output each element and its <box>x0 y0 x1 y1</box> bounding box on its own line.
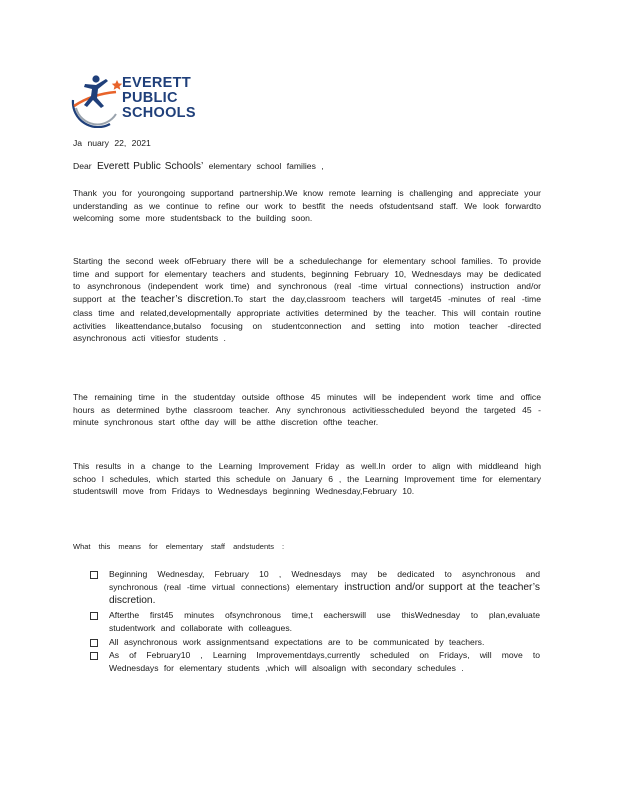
paragraph-2-part-c: To start the day,classroom teachers will target45 -minutes of real -time class time and related,developmentally appropriate activities determined by the teacher. This will contain routine activities likeattendance,butalso focusing on studentconnection and setting into motion teacher -directed asynchronous acti vitiesfor students . <box>73 294 541 344</box>
paragraph-2-text <box>73 255 541 345</box>
list-item <box>90 649 540 674</box>
bullet-list <box>90 568 540 676</box>
checkbox-bullet-icon <box>90 639 98 647</box>
bullet-2-text: Afterthe first45 minutes ofsynchronous time,t eacherswill use thisWednesday to plan,evaluate studentwork and collaborate with colleagues. <box>109 610 540 633</box>
runner-globe-icon <box>70 70 126 128</box>
list-item <box>90 568 540 608</box>
bullet-1-part-b: instruction and/or support at the teacher’s discretion. <box>109 581 540 607</box>
paragraph-2 <box>73 255 541 345</box>
list-item <box>90 636 540 649</box>
letter-date: Ja nuary 22, 2021 <box>73 138 151 148</box>
checkbox-bullet-icon <box>90 612 98 620</box>
paragraph-3-text: The remaining time in the studentday outside ofthose 45 minutes will be independent work time and office hours as determined bythe classroom teacher. Any synchronous activitiesscheduled beyond the targeted 45 -minute synchronous start ofthe day will be atthe discretion ofthe teacher. <box>73 392 541 428</box>
what-this-means-heading: What this means for elementary staff andstudents : <box>73 542 285 551</box>
logo-line-2: PUBLIC <box>122 90 178 106</box>
logo-line-3: SCHOOLS <box>122 105 196 121</box>
bullet-3-text: All asynchronous work assignmentsand expectations are to be communicated by teachers. <box>109 636 485 647</box>
logo-line-1: EVERETT <box>122 75 191 91</box>
bullet-4-text: As of February10 , Learning Improvementdays,currently scheduled on Fridays, will move to Wednesdays for elementary students ,which will alsoalign with secondary schedules . <box>109 650 540 673</box>
paragraph-4 <box>73 460 541 498</box>
paragraph-2-part-a: Starting the second week ofFebruary there will be a schedulechange for elementary school families. To provide time and support for elementary teachers and students, beginning February 10, Wednesdays may be dedicated to asynchronous (independent work time) and synchronous (real -time virtual connections) instruction and/or support at <box>73 256 541 305</box>
paragraph-3 <box>73 391 541 429</box>
logo-wordmark <box>122 76 196 121</box>
checkbox-bullet-icon <box>90 571 98 579</box>
salutation-name: Everett Public Schools’ <box>97 161 204 172</box>
paragraph-1 <box>73 187 541 225</box>
list-item <box>90 609 540 634</box>
checkbox-bullet-icon <box>90 652 98 660</box>
paragraph-2-part-b: the teacher’s discretion. <box>121 294 234 306</box>
salutation <box>73 160 541 174</box>
salutation-pre: Dear <box>73 161 98 171</box>
bullet-1-part-a: Beginning Wednesday, February 10 , Wednesdays may be dedicated to asynchronous and synchronous (real -time virtual connections) elementary <box>109 569 540 592</box>
paragraph-1-text: Thank you for yourongoing supportand partnership.We know remote learning is challenging and appreciate your understanding as we continue to refine our work to bestfit the needs ofstudentsand staff. We look forwardto welcoming some more studentsback to the building soon. <box>73 188 541 224</box>
paragraph-4-text: This results in a change to the Learning Improvement Friday as well.In order to align with middleand high schoo l schedules, which started this schedule on January 6 , the Learning Improvement time for elementary studentswill move from Fridays to Wednesdays beginning Wednesday,February 10. <box>73 461 541 497</box>
district-logo <box>70 70 210 128</box>
salutation-post: elementary school families , <box>203 161 324 171</box>
